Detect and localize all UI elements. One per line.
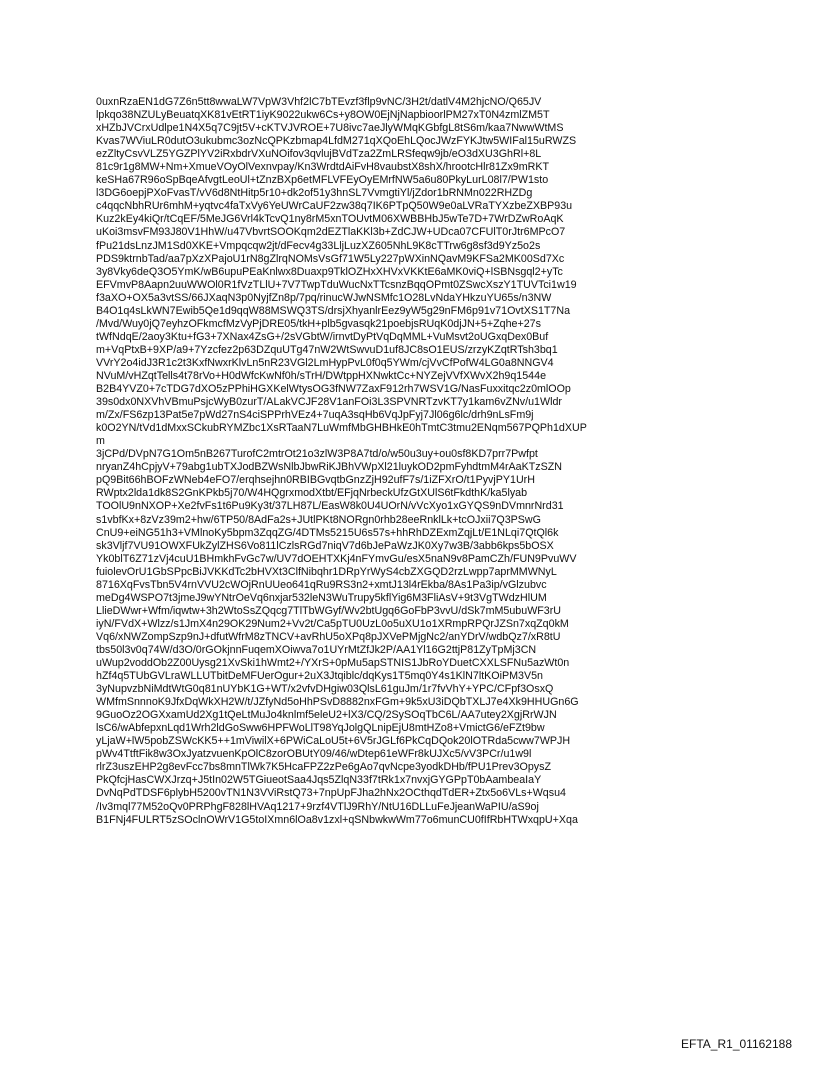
text-line: VVrY2o4idJ3R1c2t3KxfNwxrKlvLn5nR23VGl2LmHypPvL0f0q5YWm/cjVvCfPofW4LG0a8NNGV4: [96, 356, 554, 369]
text-line: PDS9ktrnbTad/aa7pXzXPajoU1rN8gZlrqNOMsVsGf71W5Ly227pWXinNQavM9KFSa2MK00Sd7Xc: [96, 252, 565, 265]
text-line: fPu21dsLnzJM1Sd0XKE+Vmpqcqw2jt/dFecv4g33LljLuzXZ605NhL9K8cTTrw6g8sf3d9Yz5o2s: [96, 239, 541, 252]
text-line: c4qqcNbhRUr6mhM+yqtvc4faTxVy6YeUWrCaUF2zw38q7IK6PTpQ50W9e0aLVRaTYXzbeZXBP93u: [96, 200, 573, 213]
text-line: 39s0dx0NXVhVBmuPsjcWyB0zurT/ALakVCJF28V1anFOi3L3SPVNRTzvKT7y1kam6vZNv/u1Wldr: [96, 396, 562, 409]
text-line: /Mvd/Wuy0jQ7eyhzOFkmcfMzVyPjDRE05/tkH+plb5gvasqk21poebjsRUqK0djJN+5+Zqhe+27s: [96, 317, 541, 330]
text-line: EFVmvP8Aapn2uuWWOl0R1fVzTLlU+7V7TwpTduWucNxTTcsnzBqqOPmt0ZSwcXszY1TUVTci1w19: [96, 278, 577, 291]
text-line: 81c9r1g8MW+Nm+XmueVOyOlVexnvpay/Kn3WrdtdAiFvH8vaubstX8shX/hrootcHlr81Zx9mRKT: [96, 161, 550, 174]
text-line: k0O2YN/tVd1dMxxSCkubRYMZbc1XsRTaaN7LuWmfMbGHBHkE0hTmtC3tmu2ENqm567PQPh1dXUP: [96, 422, 587, 435]
text-line: m+VqPtxB+9XP/a9+7Yzcfez2p63DZquUTg47nW2WtSwvuD1uf8JC8sO1EUS/zrzyKZqtRTsh3bq1: [96, 343, 558, 356]
text-line: m: [96, 435, 105, 448]
text-line: uKoi3msvFM93J80V1HhW/u47VbvrtSOOKqm2dEZTlaKKl3b+ZdCJW+UDca07CFUlT0rJtr6MPcO7: [96, 226, 566, 239]
text-line: ezZltyCsvVLZ5YGZPlYV2iRxbdrVXuNOifov3qvlujBVdTza2ZmLRSfeqw9jb/eO3dXU3GhRl+8L: [96, 148, 542, 161]
text-line: 8716XqFvsTbn5V4rnVVU2cWOjRnUUeo641qRu9RS3n2+xmtJ13l4rEkba/8As1Pa3ip/vGlzubvc: [96, 578, 547, 591]
text-line: Kvas7WViuLR0dutO3ukubmc3ozNcQPKzbmap4LfdM271qXQoEhLQocJWzFYKJtw5WIFal15uRWZS: [96, 135, 577, 148]
text-line: B2B4YVZ0+7cTDG7dXO5zPPhiHGXKelWtysOG3fNW7ZaxF912rh7WSV1G/NasFuxxitqc2z0mlOOp: [96, 383, 571, 396]
text-line: iyN/FVdX+Wlzz/s1JmX4n29OK29Num2+Vv2t/Ca5pTU0UzL0o5uXU1o1XRmpRPQrJZSn7xqZq0kM: [96, 617, 569, 630]
text-line: m/Zx/FS6zp13Pat5e7pWd27nS4ciSPPrhVEz4+7uqA3sqHb6VqJpFyj7Jl06g6lc/drh9nLsFm9j: [96, 409, 534, 422]
text-line: lsC6/wAbfepxnLqd1Wrh2ldGoSww6HPFWoLlT98YqJolgQLnipEjU8mtHZo8+VmictG6/eFZt9bw: [96, 722, 545, 735]
document-id-label: EFTA_R1_01162188: [681, 1037, 792, 1051]
text-line: Yk0blT6Z71zVj4cuU1BHmkhFvGc7w/UV7dOEHTXKj4nFYmvGu/esX5naN9v8PamCZh/FUN9PvuWV: [96, 552, 577, 565]
text-line: Kuz2kEy4kiQr/tCqEF/5MeJG6Vrl4kTcvQ1ny8rM5xnTOUvtM06XWBBHbJ5wTe7D+7WrDZwRoAqK: [96, 213, 564, 226]
text-line: CnU9+eiNG51h3+VMlnoKy5bpm3ZqqZG/4DTMs5215U6s57s+hhRhDZExmZqjLt/E1NLqi7QtQl6k: [96, 526, 559, 539]
text-line: 0uxnRzaEN1dG7Z6n5tt8wwaLW7VpW3Vhf2lC7bTEvzf3flp9vNC/3H2t/datlV4M2hjcNO/Q65JV: [96, 96, 542, 108]
text-line: /Iv3mql77M52oQv0PRPhgF828lHVAq1217+9rzf4VTlJ9RhY/NtU16DLLuFeJjeanWaPIU/aS9oj: [96, 800, 539, 813]
text-line: rlrZ3uszEHP2g8evFcc7bs8mnTlWk7K5HcaFPZ2zPe6gAo7qvNcpe3yodkDHb/fPU1Prev3OpysZ: [96, 761, 551, 774]
text-line: NVuM/vHZqtTells4t78rVo+H0dWfcKwNf0h/sTrH/DWtppHXNwktCc+NYZejVVfXWvX2h9q1544e: [96, 369, 547, 382]
text-line: pWv4TtftFik8w3OxJyatzvuenKpOlC8zorOBUtY09/46/wDtep61eWFr8kUJXc5/vV3PCr/u1w9l: [96, 748, 532, 761]
text-line: WMfmSnnnoK9JfxDqWkXH2W/t/JZfyNd5oHhPSvD8882nxFGm+9k5xU3iDQbTXLJ7e4Xk9HHUGn6G: [96, 696, 579, 709]
text-line: uWup2voddOb2Z00Uysg21XvSki1hWmt2+/YXrS+0pMu5apSTNIS1JbRoYDuetCXXLSFNu5azWt0n: [96, 657, 570, 670]
text-line: B4O1q4sLkWN7Ewib5Qe1d9qqW88MSWQ3TS/drsjXhyanlrEez9yW5g29nFM6p91v71OvtXS1T7Na: [96, 304, 571, 317]
encoded-text-block: [96, 96, 736, 827]
text-line: l3DG6oepjPXoFvasT/vV6d8NtHitp5r10+dk2of51y3hnSL7VvmgtiYl/jZdor1bRNMn022RHZDg: [96, 187, 533, 200]
text-line: nryanZ4hCpjyV+79abg1ubTXJodBZWsNlbJbwRiKJBhVWpXl21luykOD2pmFyhdtmM4rAaKTzSZN: [96, 461, 562, 474]
text-line: LlieDWwr+Wfm/iqwtw+3h2WtoSsZQqcg7TlTbWGyf/Wv2btUgq6GoFbP3vvU/dSk7mM5ubuWF3rU: [96, 604, 562, 617]
text-line: tWfNdqE/2aoy3Ktu+fG3+7XNax4ZsG+/2sVGbtW/irnvtDyPtVqDqMML+VuMsvt2oUGxqDex0Buf: [96, 330, 549, 343]
text-line: yLjaW+lW5pobZSWcKK5++1mViwilX+6PWiCaLoU5t+6V5rJGLf6PkCqDQok20lOTRda5cww7WPJH: [96, 735, 571, 748]
text-line: hZf4q5TUbGVLraWLLUTbitDeMFUerOgur+2uX3Jtqiblc/dqKys1T5mq0Y4s1KlN7ltKOiPM3V5n: [96, 670, 543, 683]
text-line: s1vbfKx+8zVz39m2+hw/6TP50/8AdFa2s+JUtlPKt8NORgn0rhb28eeRnklLk+tcOJxii7Q3PSwG: [96, 513, 541, 526]
text-line: sk3Vljf7VU91OWXFUkZylZHS6Vo811lCzlsRGd7niqV7d6bJePaWzJK0Xy7w3B/3abb6kps5bOSX: [96, 539, 554, 552]
text-line: fuiolevOrU1GbSPpcBiJVKKdTc2bHVXt3ClfNibqhr1DRpYrWyS4cbZXGQD2rzLwpp7aprMMWNyL: [96, 565, 557, 578]
text-line: lpkqo38NZULyBeuatqXK81vEtRT1iyK9022ukw6Cs+y8OW0EjNjNapbioorlPM27xT0N4zmlZM5T: [96, 109, 550, 122]
text-line: TOOlU9nNXOP+Xe2fvFs1t6Pu9Ky3t/37LH87L/EasW8k0U4UOrN/vVcXyo1xGYQS9nDVmnrNrd31: [96, 500, 564, 513]
text-line: keSHa67R96oSpBqeAfvgtLeoUl+tZnzBXp6etMFLVFEyOyEMrfNW5a6u80PkyLurL08l7/PW1sto: [96, 174, 549, 187]
text-line: DvNqPdTDSF6plybH5200vTN1N3VViRstQ73+7npUpFJha2hNx2OCthqdTdER+Ztx5o6VLs+Wqsu4: [96, 787, 566, 800]
text-line: meDg4WSPO7t3jmeJ9wYNtrOeVq6nxjar532leN3WuTrupy5kflYig6M3FliAsV+9t3VgTWdzHlUM: [96, 591, 547, 604]
text-line: pQ9Bit66hBOFzWNeb4eFO7/erqhsejhn0RBIBGvqtbGnzZjH92ufF7s/1iZFXrO/t1PyvjPY1UrH: [96, 474, 535, 487]
text-line: 3y8Vky6deQ3O5YmK/wB6upuPEaKnlwx8Duaxp9TklOZHxXHVxVKKtE6aMK0viQ+lSBNsgql2+yTc: [96, 265, 563, 278]
text-line: PkQfcjHasCWXJrzq+J5tIn02W5TGiueotSaa4Jqs5ZlqN33f7tRk1x7nvxjGYGPpT0bAambeaIaY: [96, 774, 542, 787]
text-line: RWptx2lda1dk8S2GnKPkb5j70/W4HQgrxmodXtbt/EFjqNrbeckUfzGtXUlS6tFkdthK/ka5lyab: [96, 487, 528, 500]
text-line: xHZbJVCrxUdlpe1N4X5q7C9jt5V+cKTVJVROE+7U8ivc7aeJlyWMqKGbfgL8tS6m/kaa7NwwWtMS: [96, 122, 564, 135]
text-line: f3aXO+OX5a3vtSS/66JXaqN3p0NyjfZn8p/7pq/rinucWJwNSMfc1O28LvNdaYHkzuYU65s/n3NW: [96, 291, 552, 304]
text-line: B1FNj4FULRT5zSOclnOWrV1G5toIXmn6lOa8v1zxl+qSNbwkwWm77o6munCU0fIfRbHTWxqpU+Xqa: [96, 813, 578, 826]
text-line: 3yNupvzbNiMdtWtG0q81nUYbK1G+WT/x2vfvDHgiw03QlsL61guJm/1r7fvVhY+YPC/CFpf3OsxQ: [96, 683, 554, 696]
text-line: 9GuoOz2OGXxamUd2Xg1tQeLtMuJo4knlmf5eleU2+lX3/CQ/2SySOqTbC6L/AA7utey2XgjRrWJN: [96, 709, 557, 722]
text-line: Vq6/xNWZompSzp9nJ+dfutWfrM8zTNCV+avRhU5oXPq8pJXVePMjgNc2/anYDrV/wdbQz7/xR8tU: [96, 630, 561, 643]
text-line: 3jCPd/DVpN7G1Om5nB267TurofC2mtrOt21o3zlW3P8A7td/o/w50u3uy+ou0sf8KD7prr7Pwfpt: [96, 448, 538, 461]
text-line: tbs50l3v0q74W/d3O/0rGOkjnnFuqemXOiwva7o1UYrMtZfJk2P/AA1Yl16G2ttjP81ZyTpMj3CN: [96, 643, 537, 656]
